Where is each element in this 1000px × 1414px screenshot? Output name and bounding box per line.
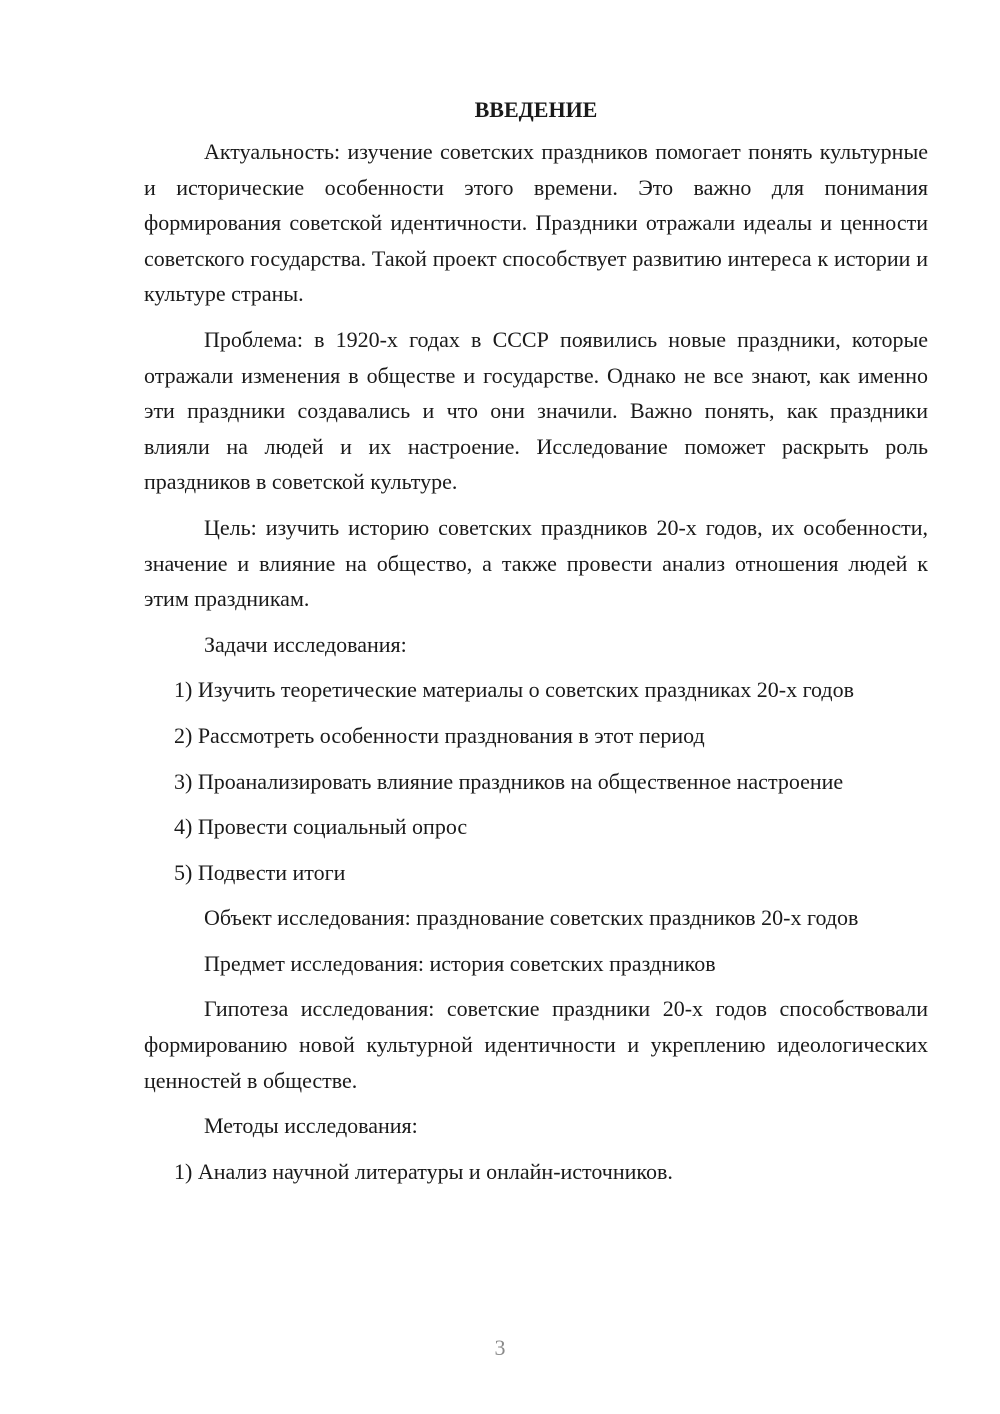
relevance-paragraph: Актуальность: изучение советских праздников помогает понять культурные и исторические особенности этого времени. Это важно для понимания формирования советской идентичности. Праздники отражали идеалы и ценности советского государства. Такой проект способствует развитию интереса к истории и культуре страны. [144,139,928,307]
problem-paragraph: Проблема: в 1920-х годах в СССР появились новые праздники, которые отражали изменения в обществе и государстве. Однако не все знают, как именно эти праздники создавались и что они значили. Важно понять, как праздники влияли на людей и их настроение. Исследование поможет раскрыть роль праздников в советской культуре. [144,326,928,495]
task-item-5: 5) Подвести итоги [174,859,346,885]
object-paragraph: Объект исследования: празднование советских праздников 20-х годов [204,905,859,931]
page-number: 3 [494,1335,506,1360]
goal-paragraph: Цель: изучить историю советских праздников 20-х годов, их особенности, значение и влияние на общество, а также провести анализ отношения людей к этим праздникам. [144,514,928,612]
task-item-2: 2) Рассмотреть особенности празднования в этот период [174,722,705,748]
method-item-1: 1) Анализ научной литературы и онлайн-источников. [174,1158,673,1184]
task-item-4: 4) Провести социальный опрос [174,814,468,840]
tasks-heading: Задачи исследования: [204,631,407,657]
hypothesis-paragraph: Гипотеза исследования: советские праздники 20-х годов способствовали формированию новой культурной идентичности и укреплению идеологических ценностей в обществе. [144,996,928,1093]
subject-paragraph: Предмет исследования: история советских праздников [204,950,716,976]
section-title: ВВЕДЕНИЕ [474,97,598,122]
page-content [144,92,928,1199]
task-item-1: 1) Изучить теоретические материалы о советских праздниках 20-х годов [174,677,855,703]
methods-heading: Методы исследования: [204,1113,418,1139]
task-item-3: 3) Проанализировать влияние праздников на общественное настроение [174,768,844,794]
